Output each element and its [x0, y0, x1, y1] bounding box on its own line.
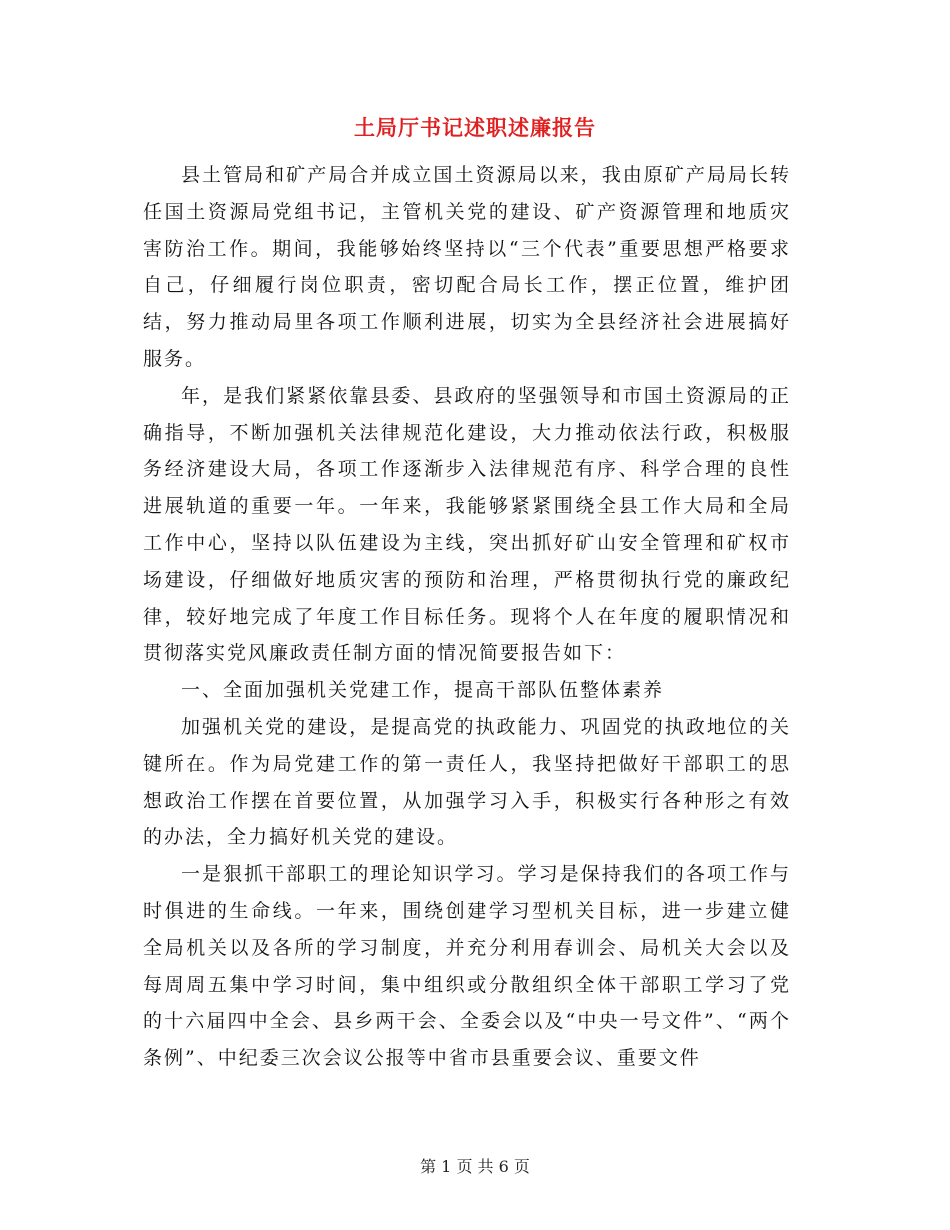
section-heading-1: 一、全面加强机关党建工作，提高干部队伍整体素养 [181, 679, 665, 702]
paragraph-party-building: 加强机关党的建设，是提高党的执政能力、巩固党的执政地位的关键所在。作为局党建工作的第一责任人，我坚持把做好干部职工的思想政治工作摆在首要位置，从加强学习入手，积极实行各种形之有效的办法，全力搞好机关党的建设。 [143, 715, 791, 849]
paragraph-year-summary: 年，是我们紧紧依靠县委、县政府的坚强领导和市国土资源局的正确指导，不断加强机关法律规范化建设，大力推动依法行政，积极服务经济建设大局，各项工作逐渐步入法律规范有序、科学合理的良性进展轨道的重要一年。一年来，我能够紧紧围绕全县工作大局和全局工作中心，坚持以队伍建设为主线，突出抓好矿山安全管理和矿权市场建设，仔细做好地质灾害的预防和治理，严格贯彻执行党的廉政纪律，较好地完成了年度工作目标任务。现将个人在年度的履职情况和贯彻落实党风廉政责任制方面的情况简要报告如下： [143, 384, 791, 665]
page-footer: 第 1 页 共 6 页 [420, 1157, 530, 1176]
paragraph-study: 一是狠抓干部职工的理论知识学习。学习是保持我们的各项工作与时俱进的生命线。一年来，围绕创建学习型机关目标，进一步建立健全局机关以及各所的学习制度，并充分利用春训会、局机关大会以及每周周五集中学习时间，集中组织或分散组织全体干部职工学习了党的十六届四中全会、县乡两干会、全委会以及“中央一号文件”、“两个条例”、中纪委三次会议公报等中省市县重要会议、重要文件 [143, 863, 791, 1070]
document-body [143, 157, 791, 1077]
document-title: 土局厅书记述职述廉报告 [354, 116, 596, 140]
paragraph-intro: 县土管局和矿产局合并成立国土资源局以来，我由原矿产局局长转任国土资源局党组书记，主管机关党的建设、矿产资源管理和地质灾害防治工作。期间，我能够始终坚持以“三个代表”重要思想严格要求自己，仔细履行岗位职责，密切配合局长工作，摆正位置，维护团结，努力推动局里各项工作顺利进展，切实为全县经济社会进展搞好服务。 [143, 164, 791, 370]
